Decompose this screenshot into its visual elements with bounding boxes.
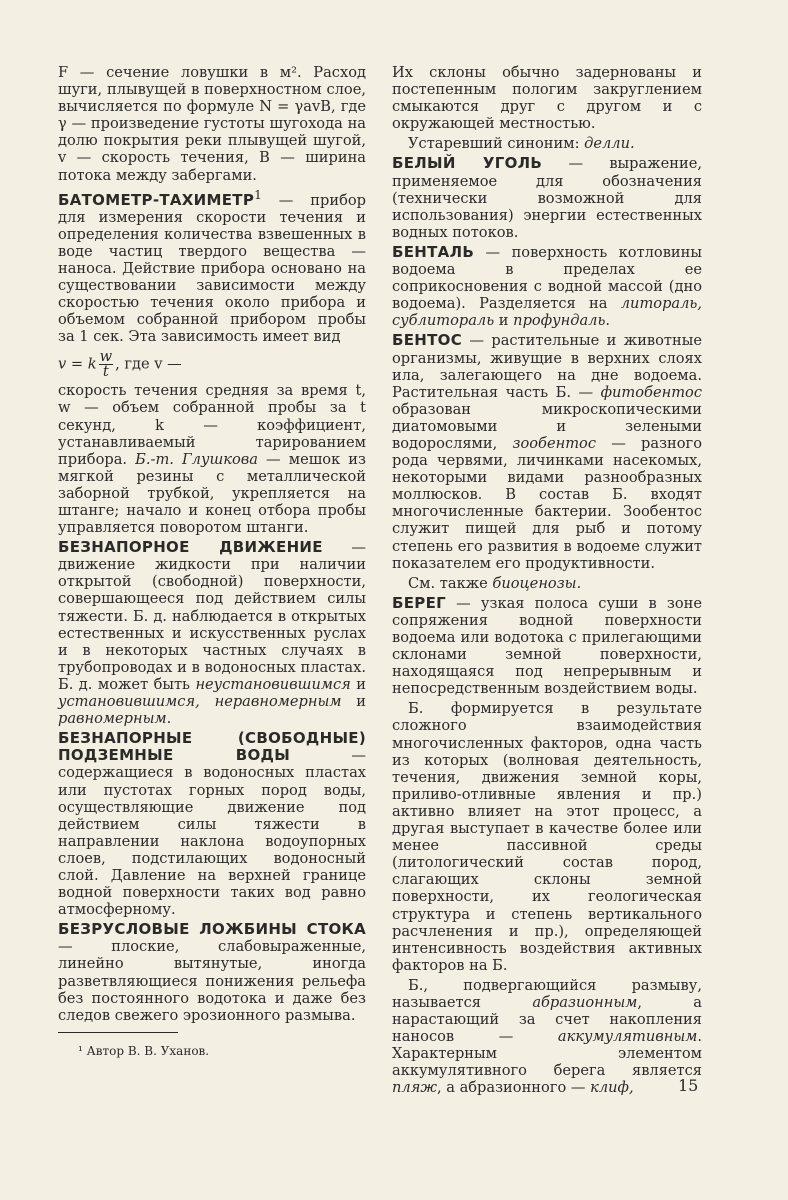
- italic-term: абразионным: [532, 993, 638, 1011]
- bereg-paragraph-3: [392, 977, 702, 1097]
- entry-term: БЕЗНАПОРНОЕ ДВИЖЕНИЕ: [58, 538, 323, 557]
- entry-text: — мешок из мягкой резины с металлической заборной трубкой, укрепляется на штанге; начало и конец отбора пробы управляется поворотом штанги.: [58, 450, 366, 537]
- entry-text: — движение жидкости при наличии открытой (свободной) поверхности, совершающееся под действием силы тяжести. Б. д. наблюдается в открытых естественных и искусственных руслах и в некоторых частных случаях в трубопроводах и в водоносных пластах. Б. д. может быть: [58, 539, 366, 693]
- entry-text: Устаревший синоним:: [408, 135, 585, 153]
- entry-term: БЕРЕГ: [392, 593, 446, 612]
- entry-text: .: [605, 312, 611, 330]
- entry-text: — прибор для измерения скорости течения и определения количества взвешенных в воде частиц твердого вещества — наноса. Действие прибора основано на существовании зависимости между скоростью течения около прибора и объемом собранной прибором пробы за 1 сек. Эта зависимость имеет вид: [58, 191, 366, 346]
- formula-rest: , где v —: [115, 355, 182, 373]
- entry-text: и: [494, 312, 514, 330]
- italic-term: биоценозы.: [492, 574, 582, 592]
- bereg-paragraph-2: Б. формируется в результате сложного взаимодействия многочисленных факторов, одна часть из которых (волновая деятельность, течения, движения земной коры, приливо-отливные явления и пр.) активно влияет на этот процесс, а другая выступает в качестве более или менее пассивной среды (литологический состав пород, слагающих склоны земной поверхности, их геологическая структура и степень вертикального расчленения и пр.), определяющей интенсивность воздействия активных факторов на Б.: [392, 700, 702, 974]
- entry-belyi-ugol: [392, 155, 702, 240]
- entry-text: и: [341, 693, 366, 711]
- entry-bental: [392, 244, 702, 329]
- italic-term: равномерным: [58, 710, 167, 728]
- intro-paragraph: F — сечение ловушки в м². Расход шуги, плывущей в поверхностном слое, вычисляется по формуле N = γavB, где γ — произведение густоты шугохода на долю покрытия реки плывущей шугой, v — скорость течения, B — ширина потока между забергами.: [58, 64, 366, 184]
- entry-text: — разного рода червями, личинками насекомых, некоторыми видами разнообразных моллюсков. В состав Б. входят многочисленные бактерии. Зообентос служит пищей для рыб и потому степень его развития в водоеме служит показателем его продуктивности.: [392, 434, 702, 572]
- fraction-numerator: w: [99, 348, 113, 366]
- footnote-mark: 1: [254, 187, 262, 202]
- page-number: 15: [678, 1076, 699, 1095]
- left-column: [58, 64, 366, 1024]
- italic-term: Б.-т. Глушкова: [135, 450, 258, 468]
- entry-text: .: [166, 710, 172, 728]
- entry-batometr-cont: [58, 382, 366, 536]
- entry-text: — поверхность котловины водоема в пределах ее соприкосновения с водной массой (дно водоема). Разделяется на: [392, 243, 702, 313]
- italic-term: делли.: [584, 135, 635, 153]
- entry-batometr: [58, 187, 366, 346]
- formula-fraction: [99, 350, 114, 379]
- entry-text: Б., подвергающийся размыву, называется: [392, 976, 702, 1011]
- italic-term: неустановившимся: [195, 675, 351, 693]
- entry-term: БЕЛЫЙ УГОЛЬ: [392, 154, 543, 173]
- entry-bezruslovye: [58, 921, 366, 1024]
- continued-paragraph: Их склоны обычно задернованы и постепенным пологим закруглением смыкаются друг с другом и с окружающей местностью.: [392, 64, 702, 133]
- synonym-line: [392, 135, 702, 152]
- entry-text: скорость течения средняя за время t, w — объем собранной пробы за t секунд, k — коэффициент, устанавливаемый тарированием прибора.: [58, 382, 366, 468]
- formula-line: [58, 350, 366, 379]
- entry-bentos: [392, 332, 702, 571]
- entry-text: — растительные и животные организмы, живущие в верхних слоях ила, залегающего на дне водоема. Растительная часть Б. —: [392, 332, 702, 401]
- entry-text: образован микроскопическими диатомовыми и зелеными водорослями,: [392, 400, 702, 452]
- italic-term: литораль, сублитораль: [392, 295, 702, 330]
- footnote: ¹ Автор В. В. Уханов.: [78, 1044, 210, 1058]
- entry-text: . Характерным элементом аккумулятивного берега является: [392, 1028, 702, 1080]
- italic-term: пляж: [392, 1079, 437, 1097]
- footnote-divider: [58, 1032, 178, 1033]
- entry-text: См. также: [408, 574, 493, 592]
- italic-term: зообентос: [512, 434, 596, 452]
- entry-text: , а нарастающий за счет накопления наносов —: [392, 993, 702, 1046]
- entry-text: — плоские, слабовыраженные, линейно вытянутые, иногда разветвляющиеся понижения рельефа без постоянного водотока и даже без следов свежего эрозионного размыва.: [58, 938, 366, 1024]
- entry-term: БАТОМЕТР-ТАХИМЕТР: [58, 190, 255, 209]
- right-column: [392, 64, 702, 1097]
- entry-text: — узкая полоса суши в зоне сопряжения водной поверхности водоема или водотока с прилегающими склонами земной поверхности, находящаяся под непрерывным и непосредственным воздействием воды.: [392, 594, 702, 698]
- italic-term: аккумулятивным: [557, 1028, 698, 1046]
- italic-term: профундаль: [513, 312, 606, 330]
- entry-text: — содержащиеся в водоносных пластах или пустотах горных пород воды, осуществляющие движение под действием силы тяжести в направлении наклона водоупорных слоев, подстилающих водоносный слой. Давление на верхней границе водной поверхности таких вод равно атмосферному.: [58, 747, 366, 919]
- entry-text: , а абразионного —: [436, 1079, 591, 1097]
- formula-lhs: v = k: [58, 355, 97, 373]
- see-also-line: [392, 575, 702, 592]
- entry-text: — выражение, применяемое для обозначения (технически возможной для использования) энергии естественных водных потоков.: [392, 155, 702, 241]
- italic-term: фитобентос: [600, 383, 702, 401]
- entry-text: и: [350, 675, 366, 693]
- entry-term: БЕЗРУСЛОВЫЕ ЛОЖБИНЫ СТОКА: [58, 920, 366, 939]
- entry-term: БЕНТАЛЬ: [392, 242, 475, 261]
- entry-bereg: [392, 595, 702, 698]
- italic-term: клиф,: [590, 1079, 634, 1097]
- entry-beznapornye: [58, 730, 366, 918]
- entry-term: БЕЗНАПОРНЫЕ (СВОБОДНЫЕ) ПОДЗЕМНЫЕ ВОДЫ: [58, 729, 366, 765]
- fraction-denominator: t: [102, 363, 109, 381]
- entry-beznapornoe: [58, 539, 366, 727]
- italic-term: установившимся, неравномерным: [58, 693, 342, 711]
- entry-term: БЕНТОС: [392, 331, 463, 350]
